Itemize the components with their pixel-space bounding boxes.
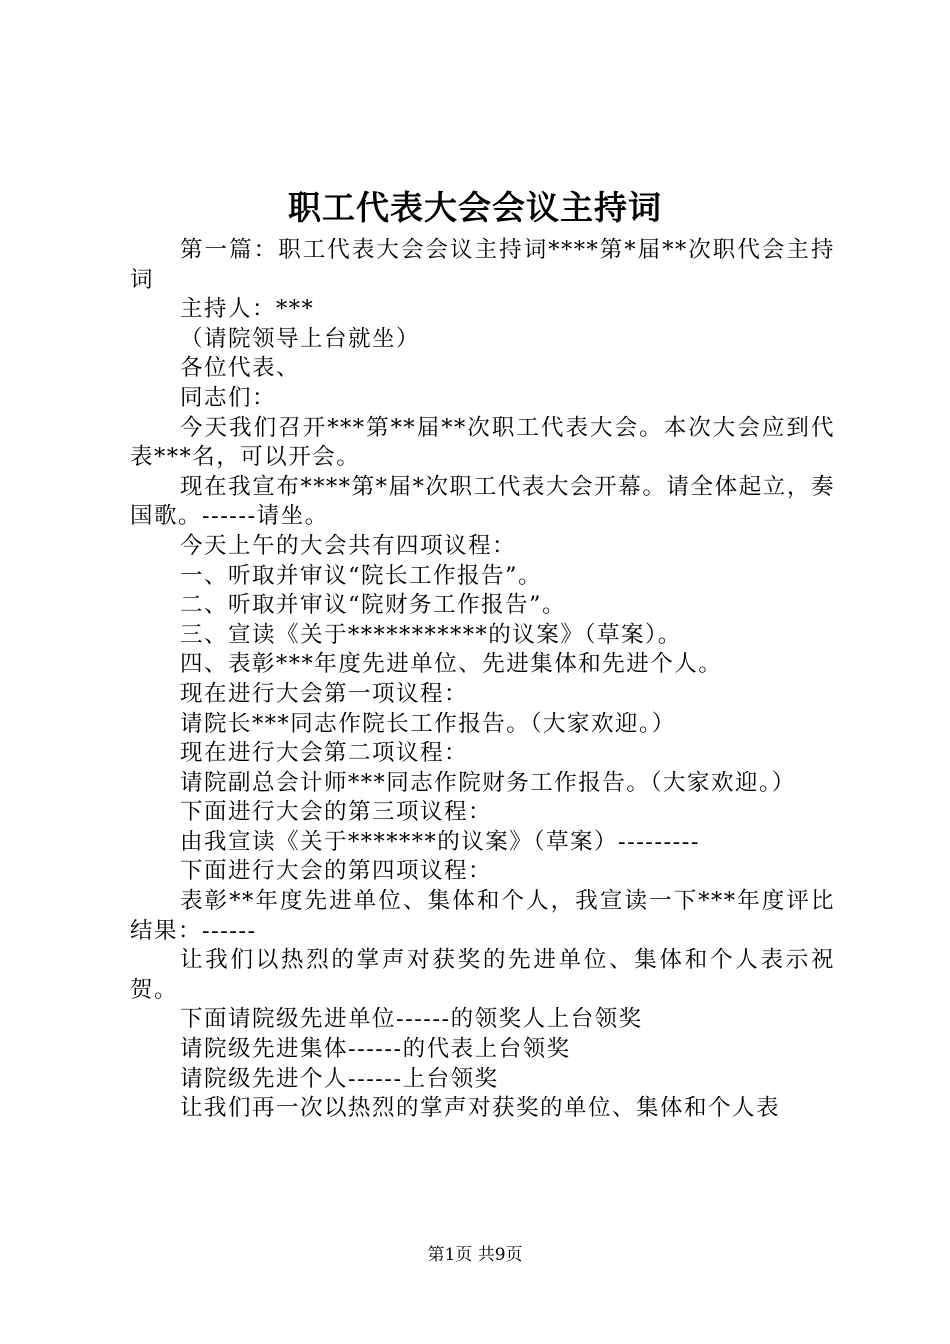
paragraph: 今天上午的大会共有四项议程： — [180, 532, 517, 559]
paragraph: 一、听取并审议“院长工作报告”。 — [180, 562, 543, 589]
paragraph: 下面进行大会的第三项议程： — [180, 799, 493, 826]
paragraph: 二、听取并审议“院财务工作报告”。 — [180, 592, 567, 619]
paragraph: 让我们以热烈的掌声对获奖的先进单位、集体和个人表示祝贺。 — [130, 947, 835, 1003]
paragraph: 同志们： — [180, 384, 277, 411]
paragraph: 现在进行大会第一项议程： — [180, 680, 469, 707]
paragraph: 现在进行大会第二项议程： — [180, 740, 469, 767]
paragraph: 表彰**年度先进单位、集体和个人，我宣读一下***年度评比结果：------ — [130, 888, 835, 944]
paragraph: 由我宣读《关于*******的议案》（草案）--------- — [180, 828, 700, 855]
paragraph: 让我们再一次以热烈的掌声对获奖的单位、集体和个人表 — [180, 1095, 781, 1122]
paragraph: 下面请院级先进单位------的领奖人上台领奖 — [180, 1006, 643, 1033]
paragraph: 下面进行大会的第四项议程： — [180, 858, 493, 885]
paragraph: 主持人：*** — [180, 296, 315, 323]
paragraph: 请院级先进个人------上台领奖 — [180, 1065, 499, 1092]
paragraph: 现在我宣布****第*届*次职工代表大会开幕。请全体起立，奏国歌。------请坐。 — [130, 473, 835, 530]
paragraph: 三、宣读《关于***********的议案》（草案）。 — [180, 621, 682, 648]
document-title: 职工代表大会会议主持词 — [288, 188, 662, 227]
paragraph: （请院领导上台就坐） — [180, 325, 421, 352]
paragraph: 请院长***同志作院长工作报告。（大家欢迎。） — [180, 710, 676, 737]
page-footer: 第1页 共9页 — [427, 1245, 523, 1265]
paragraph: 请院副总会计师***同志作院财务工作报告。（大家欢迎。） — [180, 769, 796, 796]
paragraph: 第一篇：职工代表大会会议主持词****第*届**次职代会主持词 — [130, 237, 835, 293]
paragraph: 四、表彰***年度先进单位、先进集体和先进个人。 — [180, 651, 723, 678]
paragraph: 各位代表、 — [180, 355, 301, 382]
paragraph: 请院级先进集体------的代表上台领奖 — [180, 1036, 571, 1063]
paragraph: 今天我们召开***第**届**次职工代表大会。本次大会应到代表***名，可以开会。 — [130, 414, 835, 471]
document-body — [130, 236, 835, 1124]
